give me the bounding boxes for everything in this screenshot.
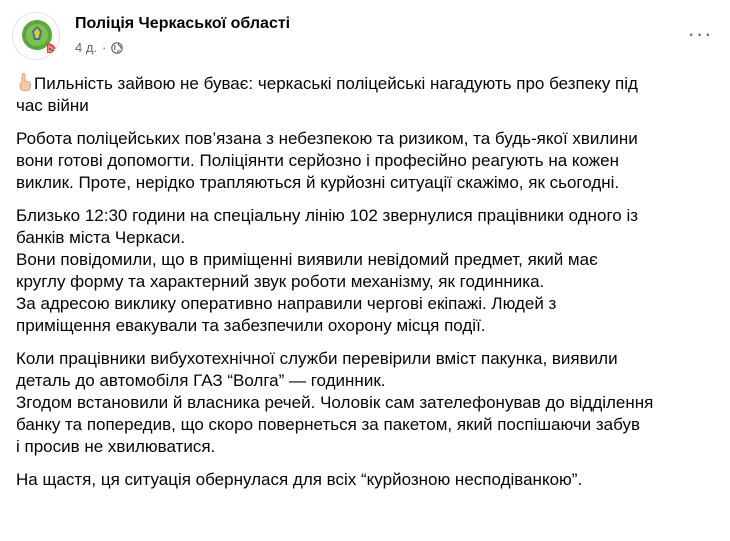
paragraph-line: Згодом встановили й власника речей. Чоловік сам зателефонував до відділення [16,393,654,412]
paragraph-1 [16,128,720,194]
post-meta [75,40,123,55]
paragraph-line: круглу форму та характерний звук роботи механізму, як годинника. [16,272,545,291]
paragraph-line: Робота поліцейських пов’язана з небезпекою та ризиком, та будь-якої хвилини [16,129,638,148]
post-header [12,10,718,62]
paragraph-line: банку та попередив, що скоро повернеться за пакетом, який поспішаючи забув [16,415,641,434]
paragraph-line: приміщення евакували та забезпечили охорону місця події. [16,316,486,335]
paragraph-line: вони готові допомогти. Поліціянти серйозно і професійно реагують на кожен [16,151,620,170]
paragraph-line: виклик. Проте, нерідко трапляються й курйозні ситуації скажімо, як сьогодні. [16,173,620,192]
post-title [16,72,720,95]
meta-separator: · [102,40,107,55]
paragraph-line: На щастя, ця ситуація обернулася для всіх “курйозною несподіванкою”. [16,470,583,489]
post-title-line-1: Пильність зайвою не буває: черкаські поліцейські нагадують про безпеку під [34,74,638,93]
paragraph-2 [16,205,720,337]
paragraph-line: Вони повідомили, що в приміщенні виявили невідомий предмет, який має [16,250,598,269]
globe-icon [111,42,123,54]
paragraph-3 [16,348,720,458]
more-options-button[interactable]: ··· [687,21,713,46]
page-name[interactable]: Поліція Черкаської області [75,15,291,32]
police-logo-icon[interactable] [12,12,60,60]
paragraph-4 [16,469,720,491]
paragraph-line: Коли працівники вибухотехнічної служби перевірили вміст пакунка, виявили [16,349,618,368]
paragraph-line: і просив не хвилюватися. [16,437,216,456]
paragraph-line: Близько 12:30 години на спеціальну лінію 102 звернулися працівники одного із [16,206,639,225]
post-title-line-2: час війни [16,96,89,115]
post-body [16,72,720,491]
paragraph-line: деталь до автомобіля ГАЗ “Волга” — годинник. [16,371,386,390]
post-time[interactable]: 4 д. [75,40,98,55]
paragraph-line: За адресою виклику оперативно направили чергові екіпажі. Людей з [16,294,557,313]
pointing-up-finger-icon [16,72,34,92]
paragraph-line: банків міста Черкаси. [16,228,186,247]
